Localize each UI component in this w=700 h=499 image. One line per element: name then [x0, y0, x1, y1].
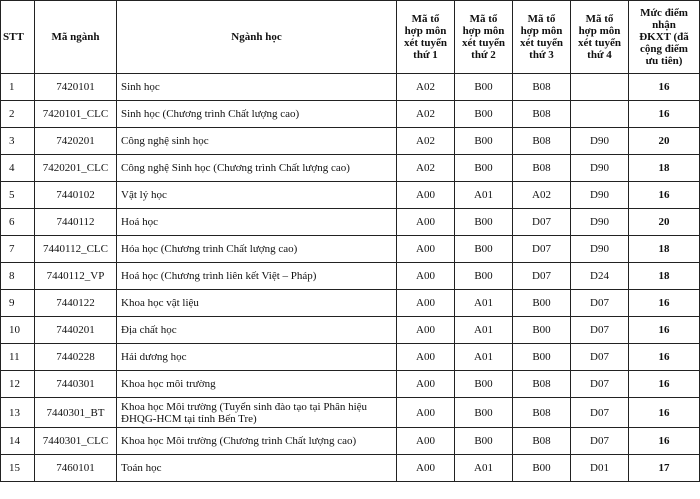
header-line: hợp môn: [578, 25, 621, 37]
header-line: thứ 4: [587, 49, 612, 61]
cell-to-hop-4: D90: [571, 155, 629, 182]
cell-to-hop-4: [571, 74, 629, 101]
header-ma-nganh: Mã ngành: [35, 1, 117, 74]
cell-ma-nganh: 7440102: [35, 182, 117, 209]
cell-to-hop-4: D90: [571, 182, 629, 209]
cell-to-hop-3: D07: [513, 236, 571, 263]
table-row: [1, 455, 700, 482]
cell-to-hop-4: D90: [571, 236, 629, 263]
cell-to-hop-2: A01: [455, 290, 513, 317]
header-line: ưu tiên): [645, 55, 683, 67]
cell-stt: 9: [1, 290, 35, 317]
header-line: Mã tổ: [527, 13, 556, 25]
cell-muc-diem: 18: [629, 155, 700, 182]
cell-to-hop-1: A00: [397, 209, 455, 236]
cell-stt: 7: [1, 236, 35, 263]
cell-text: Khoa học môi trường: [121, 378, 216, 390]
header-line: hợp môn: [462, 25, 505, 37]
cell-text: Hóa học (Chương trình Chất lượng cao): [121, 243, 298, 255]
cell-stt: 3: [1, 128, 35, 155]
header-line: ĐKXT (đã: [639, 31, 689, 43]
header-to-hop-2: [455, 1, 513, 74]
cell-to-hop-1: A02: [397, 128, 455, 155]
cell-nganh-hoc: [117, 209, 397, 236]
table-row: [1, 182, 700, 209]
cell-text: Công nghệ sinh học: [121, 135, 209, 147]
cell-to-hop-3: D07: [513, 209, 571, 236]
cell-to-hop-3: B08: [513, 371, 571, 398]
cell-stt: 10: [1, 317, 35, 344]
cell-text: Hoá học (Chương trình liên kết Việt – Pháp): [121, 270, 317, 282]
header-line: xét tuyển: [577, 37, 622, 49]
cell-muc-diem: 16: [629, 101, 700, 128]
header-line: Mã tổ: [469, 13, 498, 25]
cell-stt: 5: [1, 182, 35, 209]
cell-stt: 15: [1, 455, 35, 482]
cell-muc-diem: 16: [629, 74, 700, 101]
header-stt: STT: [1, 1, 35, 74]
cell-nganh-hoc: [117, 236, 397, 263]
cell-stt: 14: [1, 428, 35, 455]
cell-muc-diem: 16: [629, 428, 700, 455]
header-line: Mã tổ: [585, 13, 614, 25]
cell-to-hop-2: B00: [455, 398, 513, 428]
header-line: thứ 3: [529, 49, 554, 61]
cell-to-hop-1: A02: [397, 74, 455, 101]
table-body: [1, 74, 700, 482]
cell-to-hop-3: B00: [513, 317, 571, 344]
cell-stt: 8: [1, 263, 35, 290]
cell-nganh-hoc: [117, 128, 397, 155]
cell-to-hop-4: D07: [571, 398, 629, 428]
cell-stt: 2: [1, 101, 35, 128]
cell-ma-nganh: 7440301: [35, 371, 117, 398]
cell-text: Toán học: [121, 462, 162, 474]
cell-text: Hoá học: [121, 216, 158, 228]
cell-ma-nganh: 7440301_CLC: [35, 428, 117, 455]
cell-nganh-hoc: [117, 290, 397, 317]
header-line: xét tuyển: [461, 37, 506, 49]
cell-ma-nganh: 7440201: [35, 317, 117, 344]
cell-to-hop-3: B08: [513, 428, 571, 455]
cell-text: Vật lý học: [121, 189, 167, 201]
cell-to-hop-1: A00: [397, 371, 455, 398]
cell-to-hop-3: B08: [513, 155, 571, 182]
cell-muc-diem: 16: [629, 182, 700, 209]
cell-muc-diem: 20: [629, 128, 700, 155]
cell-to-hop-1: A00: [397, 455, 455, 482]
table-row: [1, 263, 700, 290]
cell-ma-nganh: 7440122: [35, 290, 117, 317]
table-row: [1, 428, 700, 455]
cell-to-hop-2: A01: [455, 182, 513, 209]
cell-to-hop-4: [571, 101, 629, 128]
cell-ma-nganh: 7420101_CLC: [35, 101, 117, 128]
cell-to-hop-3: B08: [513, 128, 571, 155]
cell-ma-nganh: 7440112_VP: [35, 263, 117, 290]
cell-nganh-hoc: [117, 101, 397, 128]
cell-muc-diem: 20: [629, 209, 700, 236]
cell-muc-diem: 16: [629, 344, 700, 371]
cell-nganh-hoc: [117, 317, 397, 344]
cell-to-hop-1: A02: [397, 101, 455, 128]
cell-to-hop-4: D90: [571, 128, 629, 155]
table-row: [1, 317, 700, 344]
cell-to-hop-4: D01: [571, 455, 629, 482]
cell-to-hop-2: B00: [455, 209, 513, 236]
cell-to-hop-2: B00: [455, 236, 513, 263]
table-row: [1, 398, 700, 428]
table-row: [1, 155, 700, 182]
header-muc-diem: [629, 1, 700, 74]
table-row: [1, 371, 700, 398]
cell-to-hop-4: D07: [571, 290, 629, 317]
cell-to-hop-4: D24: [571, 263, 629, 290]
header-line: thứ 1: [413, 49, 438, 61]
header-to-hop-1: [397, 1, 455, 74]
table-row: [1, 290, 700, 317]
cell-to-hop-1: A00: [397, 236, 455, 263]
cell-text: Khoa học vật liệu: [121, 297, 199, 309]
cell-to-hop-3: B08: [513, 101, 571, 128]
cell-nganh-hoc: [117, 428, 397, 455]
cell-to-hop-1: A00: [397, 428, 455, 455]
cell-ma-nganh: 7420101: [35, 74, 117, 101]
cell-nganh-hoc: [117, 398, 397, 428]
cell-nganh-hoc: [117, 455, 397, 482]
cell-text: Địa chất học: [121, 324, 177, 336]
cell-to-hop-3: B00: [513, 290, 571, 317]
cell-to-hop-2: B00: [455, 74, 513, 101]
header-to-hop-3: [513, 1, 571, 74]
cell-stt: 4: [1, 155, 35, 182]
cell-to-hop-2: B00: [455, 371, 513, 398]
cell-to-hop-2: B00: [455, 101, 513, 128]
cell-to-hop-2: B00: [455, 428, 513, 455]
header-line: xét tuyển: [403, 37, 448, 49]
cell-to-hop-2: B00: [455, 263, 513, 290]
cell-to-hop-3: B00: [513, 344, 571, 371]
cell-to-hop-2: A01: [455, 317, 513, 344]
cell-to-hop-2: B00: [455, 155, 513, 182]
header-line: hợp môn: [520, 25, 563, 37]
cell-stt: 11: [1, 344, 35, 371]
header-line: xét tuyển: [519, 37, 564, 49]
cell-to-hop-1: A02: [397, 155, 455, 182]
cell-to-hop-4: D07: [571, 344, 629, 371]
cell-nganh-hoc: [117, 74, 397, 101]
header-line: nhận: [652, 19, 676, 31]
cell-ma-nganh: 7440112: [35, 209, 117, 236]
table-row: [1, 344, 700, 371]
cell-text: Sinh học (Chương trình Chất lượng cao): [121, 108, 300, 120]
cell-ma-nganh: 7440112_CLC: [35, 236, 117, 263]
cell-ma-nganh: 7440228: [35, 344, 117, 371]
table-row: [1, 128, 700, 155]
cell-stt: 6: [1, 209, 35, 236]
header-line: Mã tổ: [411, 13, 440, 25]
cell-muc-diem: 18: [629, 263, 700, 290]
cell-nganh-hoc: [117, 182, 397, 209]
cell-to-hop-2: A01: [455, 455, 513, 482]
header-to-hop-4: [571, 1, 629, 74]
cell-text: Khoa học Môi trường (Tuyển sinh đào tạo tại Phân hiệu ĐHQG-HCM tại tỉnh Bến Tre): [121, 400, 368, 425]
cell-to-hop-1: A00: [397, 263, 455, 290]
cell-muc-diem: 18: [629, 236, 700, 263]
header-line: Mức điểm: [640, 7, 688, 19]
cell-text: Hải dương học: [121, 351, 187, 363]
cell-to-hop-1: A00: [397, 182, 455, 209]
cell-nganh-hoc: [117, 263, 397, 290]
cell-to-hop-3: A02: [513, 182, 571, 209]
cell-to-hop-3: D07: [513, 263, 571, 290]
header-line: cộng điểm: [640, 43, 688, 55]
cell-to-hop-3: B08: [513, 74, 571, 101]
cell-to-hop-2: B00: [455, 128, 513, 155]
cell-stt: 12: [1, 371, 35, 398]
table-row: [1, 74, 700, 101]
header-line: hợp môn: [404, 25, 447, 37]
cell-muc-diem: 16: [629, 398, 700, 428]
cell-to-hop-4: D90: [571, 209, 629, 236]
cell-to-hop-4: D07: [571, 428, 629, 455]
cell-to-hop-1: A00: [397, 398, 455, 428]
cell-text: Khoa học Môi trường (Chương trình Chất lượng cao): [121, 435, 357, 447]
cell-to-hop-3: B00: [513, 455, 571, 482]
cell-muc-diem: 16: [629, 290, 700, 317]
cell-stt: 13: [1, 398, 35, 428]
cell-ma-nganh: 7440301_BT: [35, 398, 117, 428]
table-row: [1, 101, 700, 128]
cell-ma-nganh: 7420201_CLC: [35, 155, 117, 182]
cell-to-hop-2: A01: [455, 344, 513, 371]
cell-to-hop-1: A00: [397, 344, 455, 371]
cell-to-hop-1: A00: [397, 317, 455, 344]
cell-nganh-hoc: [117, 371, 397, 398]
header-row: [1, 1, 700, 74]
cell-nganh-hoc: [117, 155, 397, 182]
cell-to-hop-1: A00: [397, 290, 455, 317]
cell-stt: 1: [1, 74, 35, 101]
cell-muc-diem: 16: [629, 317, 700, 344]
header-line: thứ 2: [471, 49, 496, 61]
cell-ma-nganh: 7420201: [35, 128, 117, 155]
cell-text: Công nghệ Sinh học (Chương trình Chất lượng cao): [121, 162, 350, 174]
table-row: [1, 209, 700, 236]
cell-to-hop-3: B08: [513, 398, 571, 428]
cell-ma-nganh: 7460101: [35, 455, 117, 482]
cell-nganh-hoc: [117, 344, 397, 371]
header-nganh-hoc: Ngành học: [117, 1, 397, 74]
cell-text: Sinh học: [121, 81, 160, 93]
cell-muc-diem: 16: [629, 371, 700, 398]
cell-to-hop-4: D07: [571, 317, 629, 344]
cell-muc-diem: 17: [629, 455, 700, 482]
table-row: [1, 236, 700, 263]
cell-to-hop-4: D07: [571, 371, 629, 398]
